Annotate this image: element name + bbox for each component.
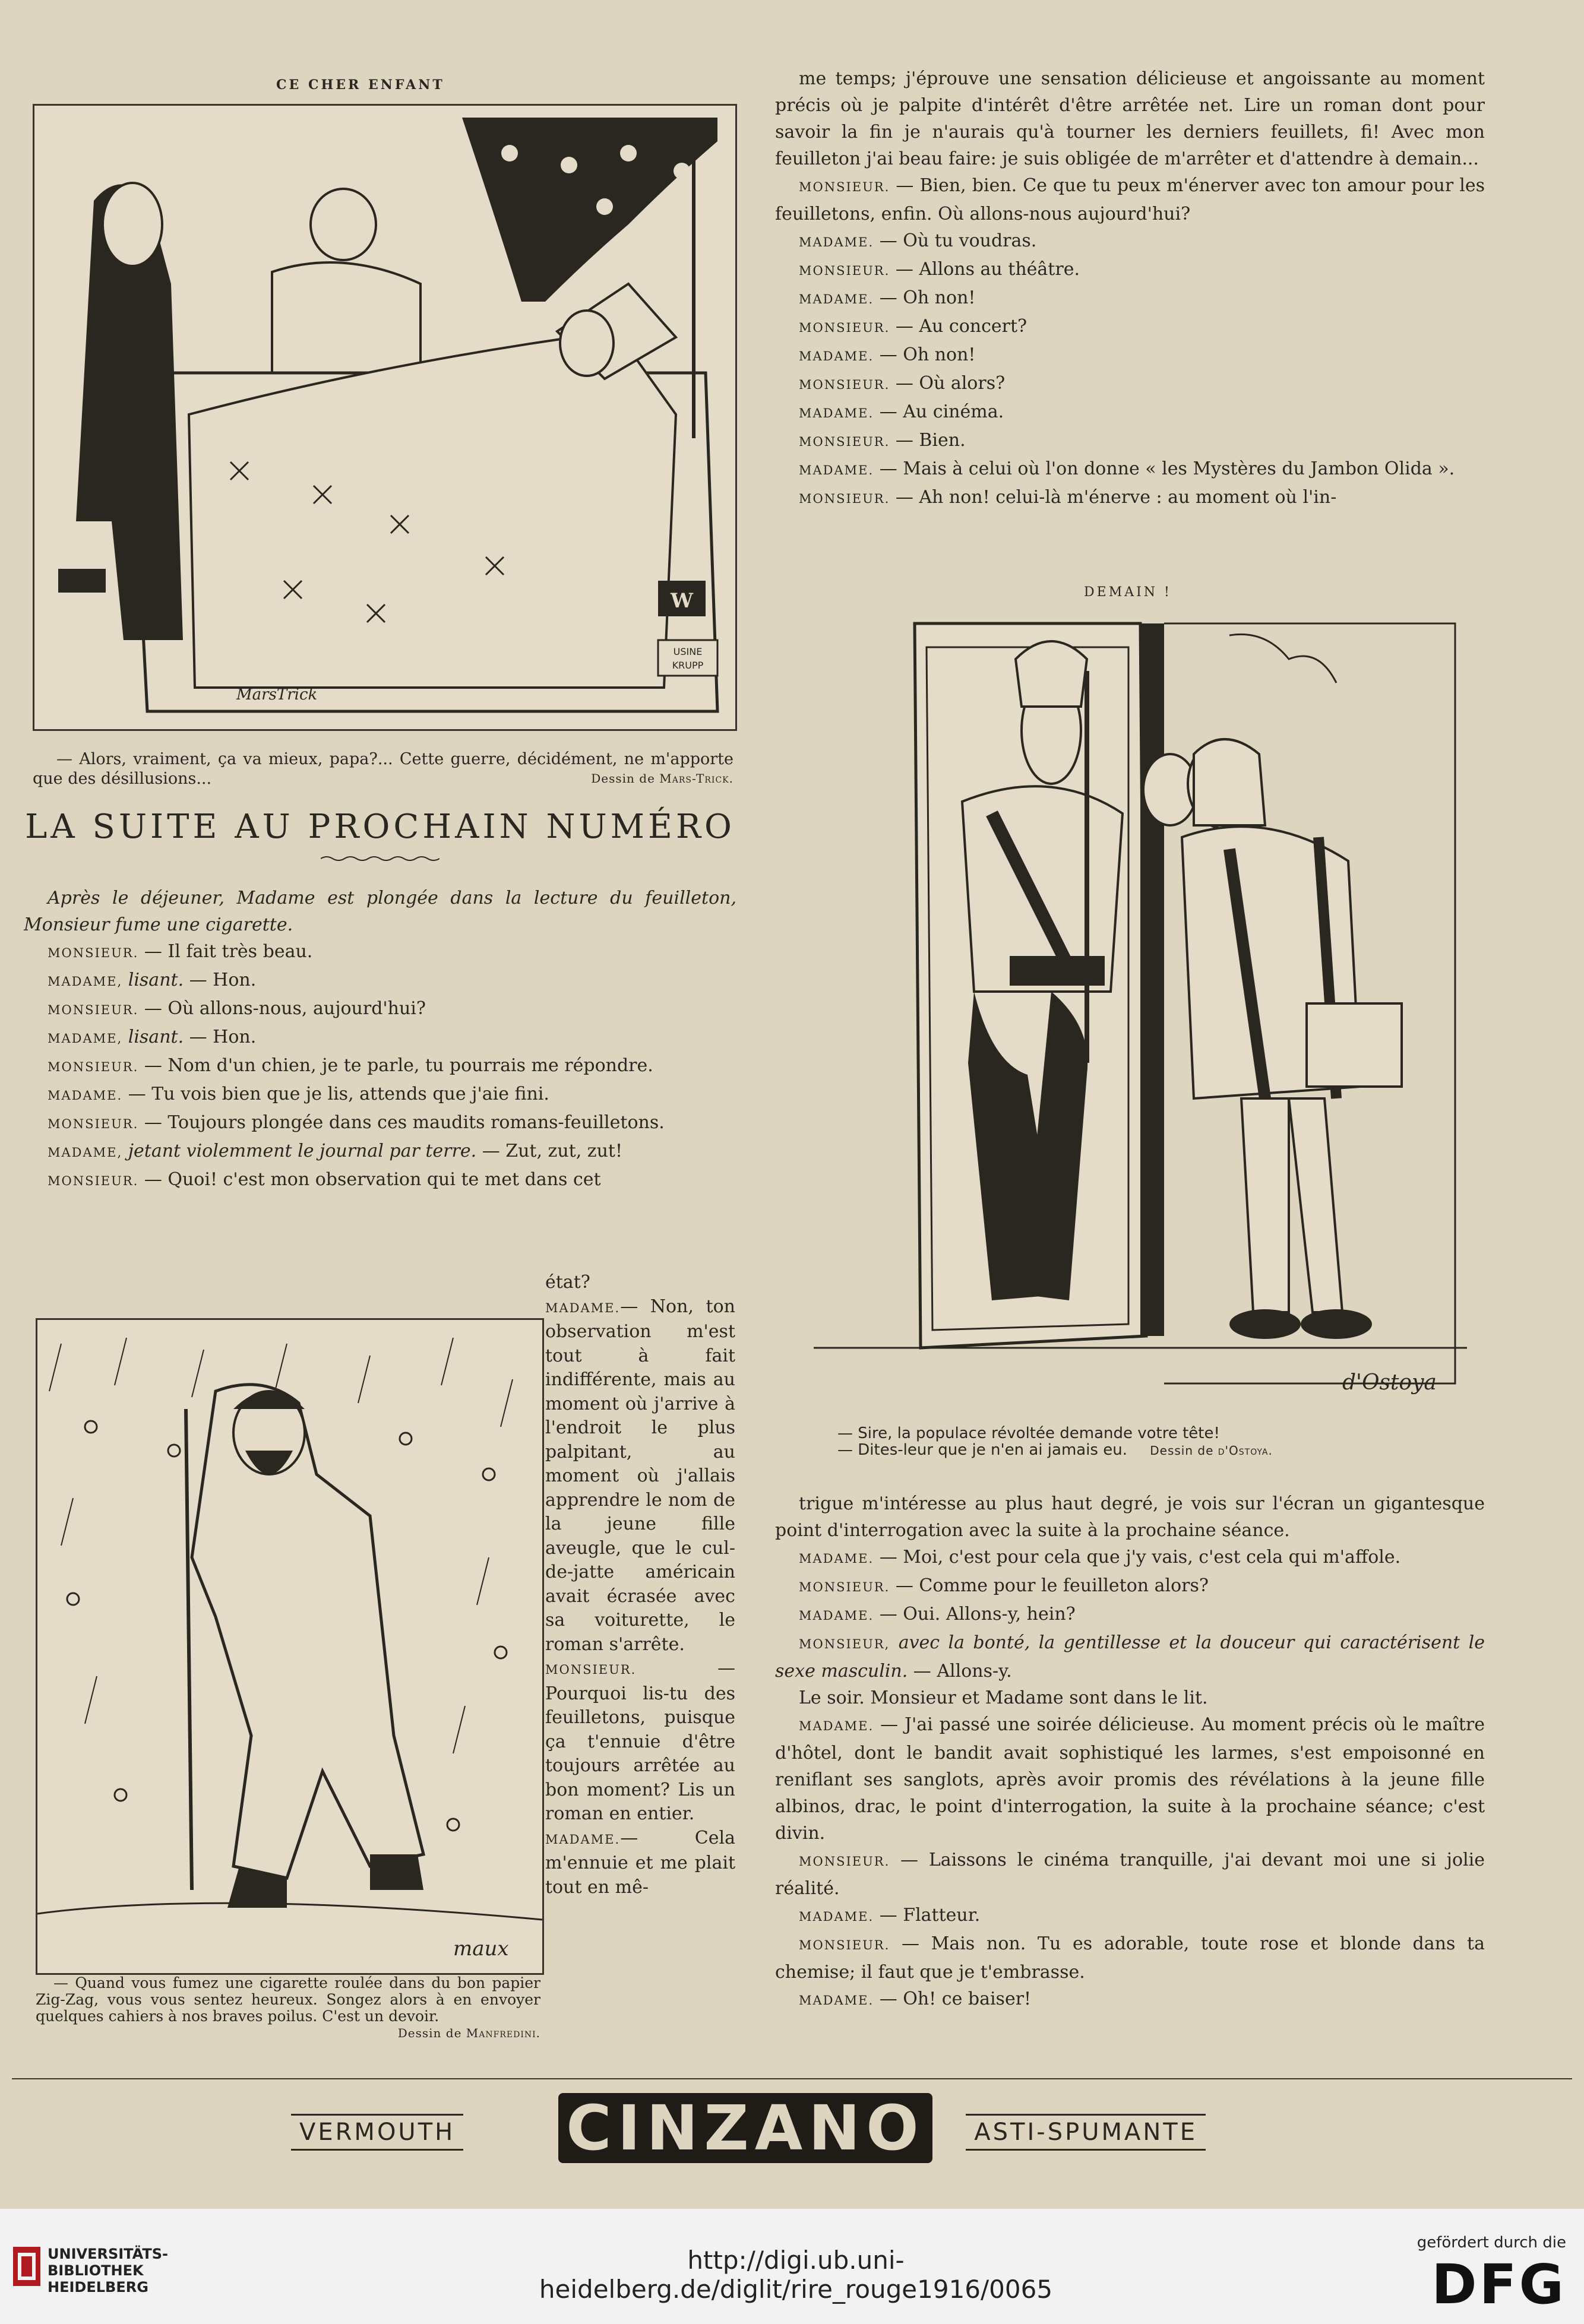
- speaker-label: MONSIEUR.: [545, 1663, 637, 1677]
- speaker-label: MONSIEUR.: [48, 946, 139, 960]
- cartoon1-credit: Dessin de Mars-Trick.: [591, 771, 733, 786]
- line-text: — Cela m'ennuie et me plait tout en mê-: [545, 1827, 735, 1898]
- krupp-sign: KRUPP: [672, 660, 704, 671]
- line-text: — Oh! ce baiser!: [874, 1989, 1032, 2009]
- line-text: — J'ai passé une soirée délicieuse. Au moment précis où le maître d'hôtel, dont le bandit avait sophistiqué les larmes, s'est empoisonné en reniflant ses sanglots, après avoir promis des révélations à la jeune fille albinos, drac, le point d'interrogation, la suite à la prochaine séance; c'est divin.: [775, 1714, 1485, 1844]
- dialogue-line: [775, 455, 1485, 484]
- dialogue-line: [775, 1490, 1485, 1544]
- cartoon2-image: [814, 612, 1467, 1413]
- dialogue-line: [545, 1657, 735, 1826]
- speaker-label: MONSIEUR.: [799, 1938, 890, 1952]
- speaker-label: MADAME.: [799, 1910, 874, 1924]
- dialogue-line: [775, 1601, 1485, 1629]
- speaker-label: MADAME.: [48, 1088, 123, 1103]
- dialogue-line: [24, 1138, 736, 1166]
- line-text: — Mais non. Tu es adorable, toute rose et blonde dans ta chemise; il faut que je t'embrasse.: [775, 1933, 1485, 1983]
- line-text: trigue m'intéresse au plus haut degré, je vois sur l'écran un gigantesque point d'interrogation avec la suite à la prochaine séance.: [775, 1493, 1485, 1541]
- article-left-body: [24, 885, 736, 1195]
- dialogue-line: [775, 1986, 1485, 2014]
- speaker-label: MONSIEUR.: [799, 378, 890, 392]
- dialogue-line: [24, 967, 736, 995]
- university-name: UNIVERSITÄTS- BIBLIOTHEK HEIDELBERG: [48, 2246, 169, 2295]
- line-text: — Bien, bien. Ce que tu peux m'énerver avec ton amour pour les feuilletons, enfin. Où allons-nous aujourd'hui?: [775, 175, 1485, 224]
- speaker-label: MONSIEUR.: [799, 1580, 890, 1594]
- speaker-label: MADAME,: [48, 1145, 123, 1160]
- line-text: — Où alors?: [890, 373, 1006, 394]
- speaker-label: MONSIEUR.: [799, 492, 890, 506]
- speaker-label: MADAME.: [799, 235, 874, 249]
- line-text: — Tu vois bien que je lis, attends que j'aie fini.: [122, 1084, 549, 1104]
- dialogue-line: [775, 313, 1485, 341]
- line-text: — Quoi! c'est mon observation qui te met dans cet: [138, 1169, 601, 1190]
- line-text: Le soir. Monsieur et Madame sont dans le lit.: [799, 1687, 1208, 1708]
- article-intro: Après le déjeuner, Madame est plongée dans la lecture du feuilleton, Monsieur fume une cigarette.: [24, 888, 736, 935]
- speaker-label: MADAME.: [799, 463, 874, 477]
- dialogue-line: [775, 1629, 1485, 1685]
- line-text: — Oui. Allons-y, hein?: [874, 1604, 1076, 1625]
- dialogue-line: [775, 256, 1485, 284]
- dialogue-line: [24, 1024, 736, 1052]
- cartoon2-caption-line1: — Sire, la populace révoltée demande votre tête!: [837, 1424, 1220, 1442]
- line-text: — Oh non!: [874, 344, 976, 365]
- line-text: — Où allons-nous, aujourd'hui?: [138, 998, 426, 1019]
- speaker-label: MADAME.: [799, 349, 874, 363]
- cartoon1-signature: MarsTrick: [236, 686, 318, 704]
- dialogue-line: [24, 1109, 736, 1138]
- dialogue-line: [775, 370, 1485, 398]
- line-text: — Nom d'un chien, je te parle, tu pourrais me répondre.: [138, 1055, 653, 1076]
- line-text: — Allons au théâtre.: [890, 259, 1080, 280]
- speaker-label: MADAME.: [799, 292, 874, 306]
- article-right-bottom: [775, 1490, 1485, 2014]
- line-text: — Non, ton observation m'est tout à fait indifférente, mais au moment où j'arrive à l'endroit le plus palpitant, au moment où j'allais apprendre le nom de la jeune fille aveugle, que le cul-de-jatte américain avait écrasée avec sa voiturette, le roman s'arrête.: [545, 1296, 735, 1655]
- dialogue-line: [775, 284, 1485, 313]
- ad-asti: ASTI-SPUMANTE: [966, 2114, 1206, 2151]
- dialogue-line: [775, 1544, 1485, 1572]
- speaker-label: MONSIEUR.: [48, 1117, 139, 1131]
- speaker-label: MONSIEUR.: [799, 264, 890, 278]
- cinzano-ad: [226, 2087, 1271, 2170]
- ad-top-rule: [12, 2078, 1572, 2079]
- cartoon3-caption-text: — Quand vous fumez une cigarette roulée dans du bon papier Zig-Zag, vous vous sentez heureux. Songez alors à en envoyer quelques cahiers à nos braves poilus. C'est un devoir.: [36, 1974, 540, 2025]
- line-text: — Flatteur.: [874, 1905, 981, 1926]
- speaker-label: MADAME,: [48, 974, 123, 989]
- title-ornament: [321, 855, 440, 862]
- funding-note: gefördert durch die: [1417, 2234, 1566, 2252]
- speaker-label: MONSIEUR.: [48, 1003, 139, 1017]
- dialogue-line: [24, 938, 736, 967]
- dialogue-line: [775, 172, 1485, 227]
- line-text: — Toujours plongée dans ces maudits romans-feuilletons.: [138, 1112, 665, 1133]
- speaker-label: MONSIEUR.: [799, 180, 890, 194]
- speaker-label: MONSIEUR.: [799, 1854, 890, 1869]
- cartoon1-caption-text: — Alors, vraiment, ça va mieux, papa?... Cette guerre, décidément, ne m'apporte que des désillusions...: [33, 750, 733, 788]
- dialogue-line: [24, 1081, 736, 1109]
- cartoon3-credit: Dessin de Manfredini.: [397, 2026, 540, 2040]
- speaker-label: MADAME.: [799, 1609, 874, 1623]
- dialogue-line: [775, 427, 1485, 455]
- speaker-label: MADAME.: [799, 1552, 874, 1566]
- cartoon2-signature: d'Ostoya: [1342, 1370, 1437, 1395]
- speaker-label: MONSIEUR,: [799, 1637, 890, 1651]
- line-text: état?: [545, 1272, 590, 1293]
- article-narrow-column: [545, 1271, 735, 1899]
- speaker-label: MONSIEUR.: [799, 435, 890, 449]
- page-url-link[interactable]: http://digi.ub.uni-heidelberg.de/diglit/rire_rouge1916/0065: [539, 2246, 1053, 2304]
- line-text: — Zut, zut, zut!: [476, 1141, 623, 1161]
- line-text: — Au cinéma.: [874, 401, 1004, 422]
- dialogue-line: [545, 1271, 735, 1295]
- speaker-label: MADAME.: [545, 1832, 621, 1847]
- line-text: — Hon.: [184, 1027, 257, 1047]
- dialogue-line: [24, 1166, 736, 1195]
- dialogue-line: [775, 398, 1485, 427]
- dialogue-line: [545, 1826, 735, 1900]
- dialogue-line: [545, 1295, 735, 1657]
- cartoon3-caption: [36, 1975, 540, 2041]
- cartoon2-caption-line2: — Dites-leur que je n'en ai jamais eu. Dessin de d'Ostoya.: [837, 1441, 1273, 1459]
- dialogue-line: [24, 995, 736, 1024]
- stage-direction: avec la bonté, la gentillesse et la douceur qui caractérisent le sexe masculin.: [775, 1632, 1485, 1682]
- line-text: — Allons-y.: [908, 1661, 1012, 1682]
- cartoon1-title: CE CHER ENFANT: [276, 77, 445, 93]
- ad-vermouth: VERMOUTH: [291, 2114, 463, 2151]
- cartoon2-caption: [837, 1425, 1431, 1459]
- article-title: LA SUITE AU PROCHAIN NUMÉRO: [25, 808, 735, 846]
- line-text: — Ah non! celui-là m'énerve : au moment où l'in-: [890, 487, 1337, 508]
- speaker-label: MONSIEUR.: [48, 1060, 139, 1074]
- dialogue-line: [24, 1052, 736, 1081]
- dialogue-line: [775, 1847, 1485, 1902]
- dialogue-line: [775, 1572, 1485, 1601]
- ad-brand: CINZANO: [558, 2093, 932, 2163]
- usine-sign: USINE: [673, 646, 703, 657]
- stage-direction: lisant.: [122, 970, 184, 990]
- cartoon1-image: [33, 104, 737, 731]
- line-text: — Hon.: [184, 970, 257, 990]
- dialogue-line: [775, 484, 1485, 512]
- line-text: — Comme pour le feuilleton alors?: [890, 1575, 1209, 1596]
- stage-direction: jetant violemment le journal par terre.: [122, 1141, 477, 1161]
- svg-text:W: W: [670, 589, 694, 613]
- line-text: — Oh non!: [874, 287, 976, 308]
- speaker-label: MADAME.: [799, 1993, 874, 2008]
- line-text: — Moi, c'est pour cela que j'y vais, c'est cela qui m'affole.: [874, 1547, 1401, 1568]
- line-text: — Mais à celui où l'on donne « les Mystères du Jambon Olida ».: [874, 458, 1455, 479]
- dialogue-line: [775, 227, 1485, 256]
- dialogue-line: [775, 1711, 1485, 1847]
- speaker-label: MADAME.: [799, 1719, 874, 1733]
- speaker-label: MADAME.: [545, 1300, 621, 1315]
- line-text: — Bien.: [890, 430, 966, 451]
- dialogue-line: [775, 65, 1485, 172]
- line-text: — Au concert?: [890, 316, 1027, 337]
- line-text: me temps; j'éprouve une sensation délicieuse et angoissante au moment précis où je palpite d'intérêt d'être arrêtée net. Lire un roman dont pour savoir la fin je n'aurais qu'à tourner les derniers feuillets, fi! Avec mon feuilleton j'ai beau faire: je suis obligée de m'arrêter et d'attendre à demain...: [775, 68, 1485, 169]
- line-text: — Il fait très beau.: [138, 941, 313, 962]
- stage-direction: lisant.: [122, 1027, 184, 1047]
- speaker-label: MADAME.: [799, 406, 874, 420]
- article-right-top: [775, 65, 1485, 512]
- dfg-logo: DFG: [1431, 2253, 1566, 2316]
- dialogue-line: [775, 1902, 1485, 1930]
- viewer-footer: [0, 2209, 1584, 2324]
- line-text: — Laissons le cinéma tranquille, j'ai devant moi une si jolie réalité.: [775, 1850, 1485, 1899]
- cartoon3-image: [36, 1318, 544, 1975]
- dialogue-line: [775, 1930, 1485, 1986]
- line-text: — Pourquoi lis-tu des feuilletons, puisque ça t'ennuie d'être toujours arrêtée au bon moment? Lis un roman en entier.: [545, 1658, 735, 1824]
- cartoon2-title: DEMAIN !: [1084, 585, 1172, 600]
- dialogue-line: [775, 1685, 1485, 1711]
- speaker-label: MONSIEUR.: [48, 1174, 139, 1188]
- line-text: — Où tu voudras.: [874, 230, 1037, 251]
- university-logo-icon: [12, 2246, 42, 2287]
- cartoon1-caption: [33, 749, 733, 789]
- speaker-label: MONSIEUR.: [799, 321, 890, 335]
- dialogue-line: [775, 341, 1485, 370]
- cartoon3-signature: maux: [453, 1937, 509, 1961]
- speaker-label: MADAME,: [48, 1031, 123, 1046]
